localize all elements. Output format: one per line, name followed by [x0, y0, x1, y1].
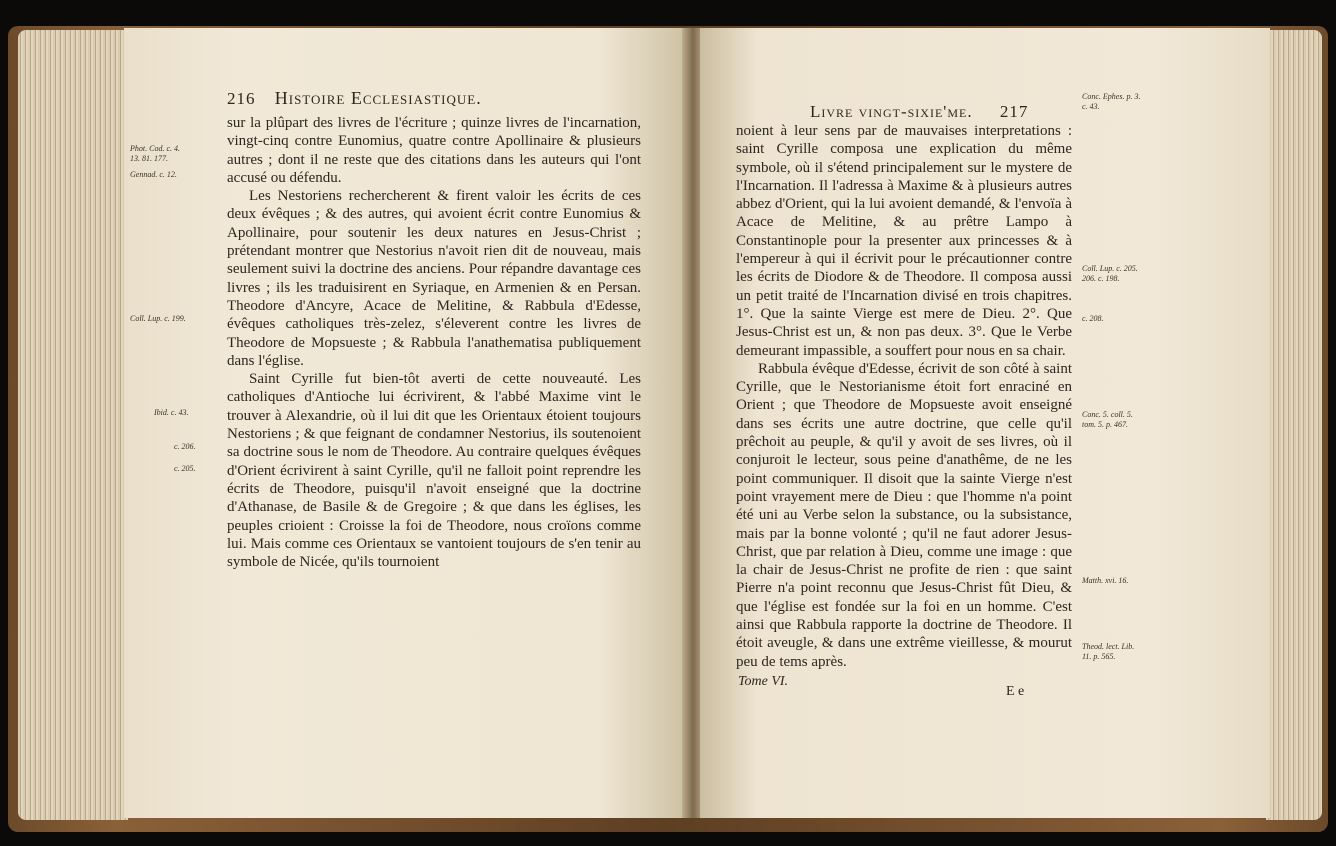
left-page-edges [18, 30, 128, 820]
margin-note-conc-5: Conc. 5. coll. 5. tom. 5. p. 467. [1082, 410, 1133, 429]
right-paragraph-2: Rabbula évêque d'Edesse, écrivit de son côté à saint Cyrille, que le Nestorianisme étoit fort enraciné en Orient ; que Theodore de Mopsueste avoit enseigné dans ses écrits une autre doctrine, que celle qu'il prêchoit au peuple, & qu'il y avoit de ses livres, où il conjuroit le lecteur, sous peine d'anathême, de ne les point communiquer. Il disoit que la sainte Vierge n'est point vrayement mere de Dieu : que l'homme n'a point été uni au Verbe selon la substance, ou la subsistance, mais par la bonne volonté ; qu'il ne faut adorer Jesus-Christ, que par relation à Dieu, comme une image : que la chair de Jesus-Christ ne profite de rien : que saint Pierre n'a point reconnu que Jesus-Christ fût Dieu, & que l'église est fondée sur la foi en un homme. C'est ainsi que Rabbula rapporte la doctrine de Theodore. Il étoit aveugle, & dans une extrême vieillesse, & mourut peu de tems après. [736, 360, 1072, 670]
left-paragraph-1: sur la plûpart des livres de l'écriture ; quinze livres de l'incarnation, vingt-cinq contre Eunomius, quatre contre Apollinaire & plusieurs autres ; dont il ne reste que des citations dans les auteurs qui l'ont accusé ou défendu. [227, 115, 641, 186]
margin-note-phot: Phot. Cod. c. 4. 13. 81. 177. [130, 144, 180, 163]
right-page-edges [1266, 30, 1322, 820]
left-body-text [227, 114, 641, 571]
margin-note-coll-lup-right: Coll. Lup. c. 205. 206. c. 198. [1082, 264, 1138, 283]
right-body-text [736, 122, 1072, 671]
right-paragraph-1: noient à leur sens par de mauvaises interpretations : saint Cyrille composa une explication du même symbole, où il s'étend principalement sur le mystere de l'Incarnation. Il l'adressa à Maxime & à plusieurs autres abbez d'Orient, qui la lui avoient demandé, & l'envoïa à Acace de Melitine, & au prêtre Lampo à Constantinople pour la presenter aux princesses & à l'empereur à qui il écrivit pour le précautionner contre les écrits de Diodore & de Theodore. Il composa aussi un petit traité de l'Incarnation divisé en trois chapitres. 1°. Que la sainte Vierge est mere de Dieu. 2°. Que Jesus-Christ est un, & non pas deux. 3°. Que le Verbe demeurant impassible, a souffert pour nous en sa chair. [736, 123, 1072, 359]
margin-note-c206: c. 206. [174, 442, 196, 451]
left-page [124, 28, 684, 818]
footer-tome: Tome VI. [738, 674, 789, 689]
footer-signature: E e [1006, 684, 1025, 699]
margin-note-c205: c. 205. [174, 464, 196, 473]
right-page-header [810, 102, 1028, 122]
left-paragraph-3: Saint Cyrille fut bien-tôt averti de cette nouveauté. Les catholiques d'Antioche lui écrivirent, & l'abbé Maxime vint le trouver à Alexandrie, où il lui dit que les Orientaux étoient toujours Nestoriens ; & que feignant de condamner Nestorius, ils soutenoient sa doctrine sous le nom de Theodore. Au contraire quelques évêques d'Orient écrivirent à saint Cyrille, qu'il ne falloit point reprendre les écrits de Theodore, puisqu'il n'avoit enseigné que la doctrine d'Athanase, de Basile & de Gregoire ; & que dans les églises, les peuples crioient : Croisse la foi de Theodore, nous croïons comme lui. Mais comme ces Orientaux se vantoient toujours de s'en tenir au symbole de Nicée, qu'ils tournoient [227, 371, 641, 571]
margin-note-ibid: Ibid. c. 43. [154, 408, 189, 417]
left-paragraph-2: Les Nestoriens rechercherent & firent valoir les écrits de ces deux évêques ; & des autres, qui avoient écrit contre Eunomius & Apollinaire, pour soutenir les deux natures en Jesus-Christ ; prétendant montrer que Nestorius n'avoit rien dit de nouveau, mais seulement suivi la doctrine des anciens. Pour répandre davantage ces livres ; ils les traduisirent en Syriaque, en Armenien & en Persan. Theodore d'Ancyre, Acace de Melitine, & Rabbula d'Edesse, évêques catholiques très-zelez, s'éleverent contre les livres de Theodore de Mopsueste ; & Rabbula l'anathematisa publiquement dans l'église. [227, 188, 641, 369]
right-running-title: Livre vingt-sixie'me. [810, 102, 973, 121]
left-page-number: 216 [227, 89, 256, 108]
margin-note-gennad: Gennad. c. 12. [130, 170, 177, 179]
right-page [700, 28, 1270, 818]
margin-note-theod: Theod. lect. Lib. 11. p. 565. [1082, 642, 1135, 661]
margin-note-c208: c. 208. [1082, 314, 1104, 323]
margin-note-matth: Matth. xvi. 16. [1082, 576, 1129, 585]
margin-note-coll-lup: Coll. Lup. c. 199. [130, 314, 186, 323]
margin-note-conc-ephes: Conc. Ephes. p. 3. c. 43. [1082, 92, 1141, 111]
left-page-header [227, 88, 482, 109]
right-page-number: 217 [999, 102, 1029, 121]
left-running-title: Histoire Ecclesiastique. [274, 88, 482, 108]
